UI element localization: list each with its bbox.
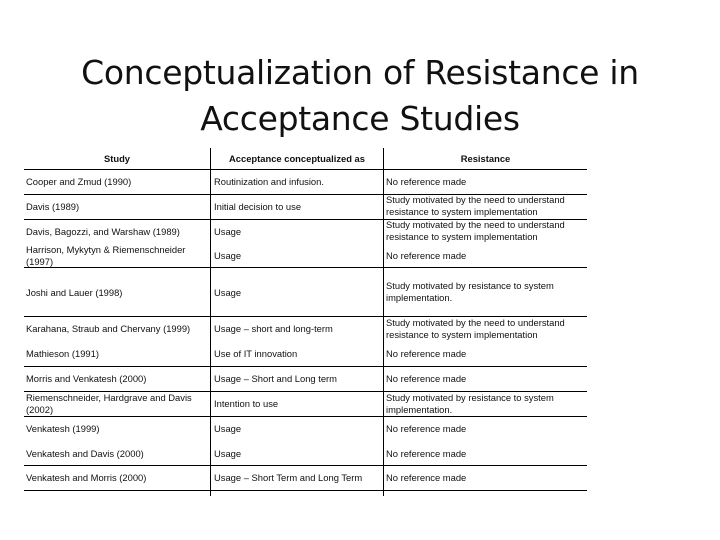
table-row-acceptance: Usage: [214, 423, 242, 434]
row-divider: [24, 490, 587, 491]
table-row-resistance: No reference made: [386, 176, 467, 187]
table-row-acceptance: Usage – short and long-term: [214, 323, 333, 334]
table-row-study: Mathieson (1991): [26, 348, 99, 359]
row-divider: [24, 169, 587, 170]
table-row-study: Morris and Venkatesh (2000): [26, 373, 147, 384]
row-divider: [24, 267, 587, 268]
table-row-study: Venkatesh (1999): [26, 423, 100, 434]
slide-title: [0, 50, 720, 142]
table-row-resistance: No reference made: [386, 373, 467, 384]
row-divider: [24, 416, 587, 417]
table-row-acceptance: Usage: [214, 226, 242, 237]
table-row-study: Joshi and Lauer (1998): [26, 287, 123, 298]
table-row-resistance: implementation.: [386, 404, 453, 415]
column-divider: [383, 148, 384, 496]
table-row-study: Riemenschneider, Hardgrave and Davis: [26, 392, 192, 403]
table-row-study: (1997): [26, 256, 54, 267]
studies-table: [24, 148, 587, 496]
table-row-resistance: implementation.: [386, 292, 453, 303]
table-row-study: Davis, Bagozzi, and Warshaw (1989): [26, 226, 180, 237]
header-resistance: Resistance: [460, 153, 511, 164]
table-row-resistance: No reference made: [386, 448, 467, 459]
table-row-resistance: No reference made: [386, 348, 467, 359]
row-divider: [24, 366, 587, 367]
table-row-study: Venkatesh and Morris (2000): [26, 472, 147, 483]
table-row-acceptance: Intention to use: [214, 398, 279, 409]
column-divider: [210, 148, 211, 496]
table-row-acceptance: Usage: [214, 287, 242, 298]
header-acceptance: Acceptance conceptualized as: [229, 153, 365, 164]
table-row-study: Davis (1989): [26, 201, 80, 212]
table-row-resistance: resistance to system implementation: [386, 329, 538, 340]
table-row-acceptance: Routinization and infusion.: [214, 176, 324, 187]
table-row-acceptance: Initial decision to use: [214, 201, 302, 212]
table-row-acceptance: Use of IT innovation: [214, 348, 298, 359]
table-row-resistance: resistance to system implementation: [386, 231, 538, 242]
table-row-acceptance: Usage – Short and Long term: [214, 373, 337, 384]
table-row-resistance: Study motivated by the need to understand: [386, 219, 565, 230]
table-row-study: Venkatesh and Davis (2000): [26, 448, 144, 459]
table-row-resistance: No reference made: [386, 472, 467, 483]
table-row-resistance: Study motivated by resistance to system: [386, 392, 554, 403]
table-row-study: Harrison, Mykytyn & Riemenschneider: [26, 244, 186, 255]
table-row-resistance: resistance to system implementation: [386, 206, 538, 217]
table-row-study: (2002): [26, 404, 54, 415]
table-row-acceptance: Usage – Short Term and Long Term: [214, 472, 363, 483]
table-row-acceptance: Usage: [214, 250, 242, 261]
table-row-study: Karahana, Straub and Chervany (1999): [26, 323, 191, 334]
row-divider: [24, 465, 587, 466]
table-row-resistance: Study motivated by the need to understand: [386, 194, 565, 205]
table-row-resistance: No reference made: [386, 250, 467, 261]
slide-title-line-2: Acceptance Studies: [200, 99, 520, 138]
header-study: Study: [103, 153, 131, 164]
table-row-acceptance: Usage: [214, 448, 242, 459]
table-row-resistance: Study motivated by resistance to system: [386, 280, 554, 291]
table-row-resistance: Study motivated by the need to understand: [386, 317, 565, 328]
table-row-resistance: No reference made: [386, 423, 467, 434]
table-row-study: Cooper and Zmud (1990): [26, 176, 132, 187]
slide-title-line-1: Conceptualization of Resistance in: [81, 53, 639, 92]
